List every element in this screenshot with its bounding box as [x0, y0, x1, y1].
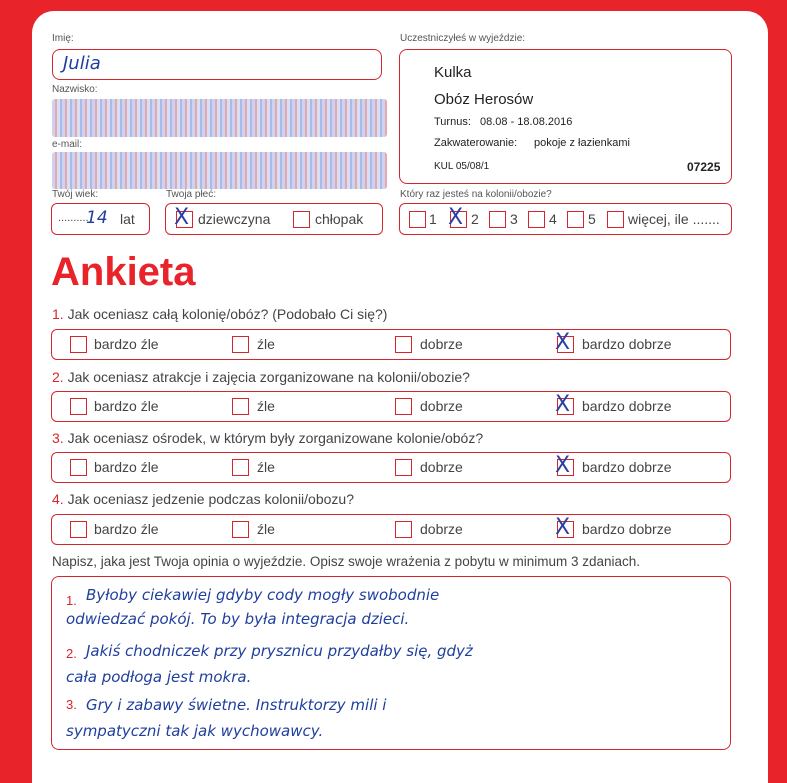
- age-field[interactable]: [51, 203, 150, 235]
- age-value: 14: [86, 208, 108, 228]
- q2-checkbox-bad[interactable]: [232, 398, 249, 415]
- question-3: 3. Jak oceniasz ośrodek, w którym były zorganizowane kolonie/obóz?: [52, 430, 484, 446]
- q4-option-bad: źle: [257, 521, 275, 537]
- camp-program: Obóz Herosów: [434, 91, 534, 108]
- q1-checkbox-bad[interactable]: [232, 336, 249, 353]
- question-4: 4. Jak oceniasz jedzenie podczas kolonii/obozu?: [52, 491, 354, 507]
- checkmark-icon: X: [174, 205, 190, 230]
- times-checkbox-1[interactable]: [409, 211, 426, 228]
- question-2-options: [51, 391, 731, 422]
- name-label: Imię:: [52, 33, 74, 44]
- times-option-5: 5: [588, 211, 596, 227]
- question-4-options: [51, 514, 731, 545]
- q4-checkbox-good[interactable]: [395, 521, 412, 538]
- checkmark-icon: X: [555, 515, 571, 540]
- page-title: Ankieta: [51, 250, 196, 294]
- gender-option-boy: chłopak: [315, 211, 364, 227]
- opinion-num-3: 3.: [66, 697, 77, 712]
- q1-option-good: dobrze: [420, 336, 463, 352]
- camp-label: Uczestniczyłeś w wyjeździe:: [400, 33, 526, 44]
- q2-option-bad: źle: [257, 398, 275, 414]
- opinion-3-line-1: Gry i zabawy świetne. Instruktorzy mili i: [86, 696, 387, 714]
- checkmark-icon: X: [555, 330, 571, 355]
- q2-option-very-good: bardzo dobrze: [582, 398, 672, 414]
- times-checkbox-2[interactable]: [448, 205, 467, 230]
- checkmark-icon: X: [448, 205, 464, 230]
- q3-checkbox-very-good[interactable]: [555, 453, 574, 478]
- q3-checkbox-very-bad[interactable]: [70, 459, 87, 476]
- opinion-1-line-2: odwiedzać pokój. To by była integracja dzieci.: [66, 610, 410, 628]
- times-option-3: 3: [510, 211, 518, 227]
- opinion-2-line-2: cała podłoga jest mokra.: [66, 668, 252, 686]
- q2-option-good: dobrze: [420, 398, 463, 414]
- q2-checkbox-good[interactable]: [395, 398, 412, 415]
- question-2: 2. Jak oceniasz atrakcje i zajęcia zorganizowane na kolonii/obozie?: [52, 369, 470, 385]
- times-field: [399, 203, 732, 235]
- q1-checkbox-very-good[interactable]: [555, 330, 574, 355]
- q2-checkbox-very-good[interactable]: [555, 392, 574, 417]
- name-field[interactable]: [52, 49, 382, 80]
- email-label: e-mail:: [52, 139, 83, 150]
- times-checkbox-3[interactable]: [489, 211, 506, 228]
- checkmark-icon: X: [555, 392, 571, 417]
- question-3-options: [51, 452, 731, 483]
- email-redacted: [52, 152, 387, 189]
- opinion-num-1: 1.: [66, 593, 77, 608]
- gender-checkbox-girl[interactable]: [174, 205, 193, 230]
- q3-option-bad: źle: [257, 459, 275, 475]
- opinion-prompt: Napisz, jaka jest Twoja opinia o wyjeździe. Opisz swoje wrażenia z pobytu w minimum 3 zdaniach.: [52, 554, 641, 569]
- q4-checkbox-bad[interactable]: [232, 521, 249, 538]
- gender-checkbox-boy[interactable]: [293, 211, 310, 228]
- turnus-value: 08.08 - 18.08.2016: [480, 116, 573, 128]
- q4-checkbox-very-good[interactable]: [555, 515, 574, 540]
- q1-option-very-good: bardzo dobrze: [582, 336, 672, 352]
- q1-checkbox-good[interactable]: [395, 336, 412, 353]
- question-1: 1. Jak oceniasz całą kolonię/obóz? (Podobało Ci się?): [52, 306, 388, 322]
- q3-option-very-good: bardzo dobrze: [582, 459, 672, 475]
- times-option-1: 1: [429, 211, 437, 227]
- surname-label: Nazwisko:: [52, 84, 98, 95]
- opinion-1-line-1: Byłoby ciekawiej gdyby cody mogły swobodnie: [86, 586, 440, 604]
- times-checkbox-more[interactable]: [607, 211, 624, 228]
- gender-label: Twoja płeć:: [166, 189, 217, 200]
- surname-redacted: [52, 99, 387, 137]
- camp-name: Kulka: [434, 64, 472, 81]
- times-checkbox-4[interactable]: [528, 211, 545, 228]
- accommodation-label: Zakwaterowanie:: [434, 137, 518, 149]
- q3-option-very-bad: bardzo źle: [94, 459, 159, 475]
- q2-checkbox-very-bad[interactable]: [70, 398, 87, 415]
- opinion-num-2: 2.: [66, 646, 77, 661]
- q3-checkbox-bad[interactable]: [232, 459, 249, 476]
- age-unit: lat: [120, 211, 135, 227]
- q1-option-bad: źle: [257, 336, 275, 352]
- age-dots: ..........: [58, 212, 89, 224]
- camp-box: [399, 49, 732, 184]
- age-label: Twój wiek:: [52, 189, 99, 200]
- name-value: Julia: [63, 53, 101, 74]
- times-option-2: 2: [471, 211, 479, 227]
- accommodation-value: pokoje z łazienkami: [534, 137, 630, 149]
- q4-option-very-good: bardzo dobrze: [582, 521, 672, 537]
- turnus-label: Turnus:: [434, 116, 471, 128]
- q1-checkbox-very-bad[interactable]: [70, 336, 87, 353]
- q2-option-very-bad: bardzo źle: [94, 398, 159, 414]
- opinion-3-line-2: sympatyczni tak jak wychowawcy.: [66, 722, 324, 740]
- q4-checkbox-very-bad[interactable]: [70, 521, 87, 538]
- camp-number: 07225: [687, 160, 721, 174]
- q4-option-good: dobrze: [420, 521, 463, 537]
- q1-option-very-bad: bardzo źle: [94, 336, 159, 352]
- question-1-options: [51, 329, 731, 360]
- q4-option-very-bad: bardzo źle: [94, 521, 159, 537]
- camp-code: KUL 05/08/1: [434, 161, 490, 172]
- checkmark-icon: X: [555, 453, 571, 478]
- opinion-field[interactable]: [51, 576, 731, 750]
- gender-field: [165, 203, 383, 235]
- times-checkbox-5[interactable]: [567, 211, 584, 228]
- q3-option-good: dobrze: [420, 459, 463, 475]
- opinion-2-line-1: Jakiś chodniczek przy prysznicu przydałby się, gdyż: [86, 642, 473, 660]
- gender-option-girl: dziewczyna: [198, 211, 271, 227]
- times-option-4: 4: [549, 211, 557, 227]
- times-label: Który raz jesteś na kolonii/obozie?: [400, 189, 552, 200]
- times-option-more: więcej, ile .......: [628, 211, 720, 227]
- q3-checkbox-good[interactable]: [395, 459, 412, 476]
